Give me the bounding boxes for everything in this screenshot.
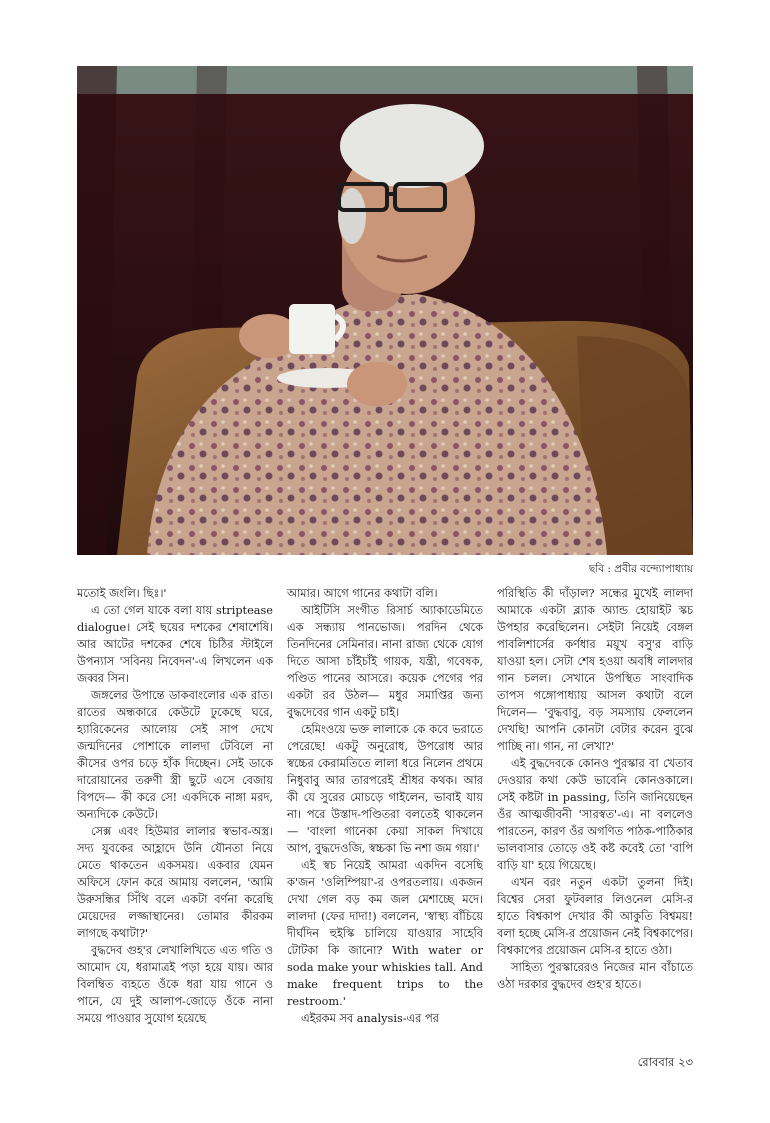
paragraph: জঙ্গলের উপান্তে ডাকবাংলোর এক রাত। রাতের অন্ধকারে কেউটে ঢুকেছে ঘরে, হ্যারিকেনের আলোয় সেই সাপ দেখে জন্মদিনের পোশাকে লালদা টেবিলে না কীসের ওপর চড়ে হাঁক দিচ্ছেন। সেই ডাকে দারোয়ানের তরুণী স্ত্রী ছুটে এসে বেজায় বিপদে— কী করে সে! একদিকে নাঙ্গা মরদ, অন্যদিকে কেউটে। — [77, 689, 273, 821]
paragraph: আইটিসি সংগীত রিসার্চ অ্যাকাডেমিতে এক সন্ধ্যায় পানভোজ। পরদিন থেকে তিনদিনের সেমিনার। নানা রাজ্য থেকে যোগ দিতে আসা চাঁইচাঁই গায়ক, যন্ত্রী, গবেষক, পণ্ডিত পানের আসরে। কয়েক পেগের পর একটা রব উঠল— মধুর সমাপ্তির জন্য বুদ্ধদেবের গান একটু চাই। — [287, 604, 483, 719]
paragraph: সেক্স এবং হিউমার লালার স্বভাব-অস্ত্র। সদ্য যুবকের আহ্লাদে উনি যৌনতা নিয়ে মেতে থাকতেন একসময়। একবার যেমন অফিসে ফোন করে আমায় বললেন, 'আমি উরুসন্ধির সিঁথি বলে একটা বর্ণনা করেছি মেয়েদের লজ্জাস্থানের। তোমার কীরকম লাগছে কথাটা?' — [77, 825, 273, 940]
stage-light-band — [77, 66, 693, 94]
teacup — [289, 304, 335, 354]
paragraph: এইরকম সব analysis-এর পর — [301, 1012, 439, 1025]
portrait-illustration — [77, 66, 693, 555]
page-footer: রোববার ২৩ — [637, 1055, 693, 1069]
paragraph: হেমিংওয়ে ভক্ত লালাকে কে কবে ভরাতে পেরেছে! একটু অনুরোধ, উপরোধ আর স্বচ্চের কেরামতিতে লালা ধরে নিলেন প্রথমে নিধুবাবু আর তারপরেই শ্রীধর কথক। আর কী যে সুরের মোচড়ে গাইলেন, ভাবাই যায় না। পরে উস্তাদ-পণ্ডিতরা বলতেই থাকলেন— 'বাংলা গানেকা কেয়া সাকল দিখায়ে আপ, বুদ্ধদেওজি, স্বচ্চকা ভি নশা জম গয়া।' — [287, 723, 483, 855]
paragraph: পরিস্থিতি কী দাঁড়াল? সন্ধের মুখেই লালদা আমাকে একটা ব্ল্যাক অ্যান্ড হোয়াইট স্কচ উপহার করেছিলেন। সেইটা নিয়েই বেঙ্গল পাবলিশার্সের কর্ণধার ময়ূখ বসু'র বাড়ি যাওয়া হল। সেটা শেষ হওয়া অবধি লালদার গান চলল। সেখানে উপস্থিত সাংবাদিক তাপস গঙ্গোপাধ্যায় আসল কথাটা বলে দিলেন— 'বুদ্ধবাবু, বড় সমস্যায় ফেললেন দেখছি! আপনি কোনটা বেটার করেন বুঝে পাচ্ছি না। গান, না লেখা?' — [497, 587, 693, 753]
paragraph: এ তো গেল যাকে বলা যায় striptease dialogue। সেই ছয়ের দশকের শেষাশেষি। আর আটের দশকের শেষে চিঠির স্টাইলে উপন্যাস 'সবিনয় নিবেদন'-এ লিখলেন এক জব্বর সিন। — [77, 604, 273, 685]
paragraph: এই বুদ্ধদেবকে কোনও পুরস্কার বা খেতাব দেওয়ার কথা কেউ ভাবেনি কোনওকালে। সেই কষ্টটা in passing, তিনি জানিয়েছেন ওঁর আত্মজীবনী 'সারস্বত'-এ। না বললেও পারতেন, কারণ ওঁর অগণিত পাঠক-পাঠিকার ভালবাসার তোড়ে ওই কষ্ট কবেই তো 'বাপি বাড়ি যা' হয়ে গিয়েছে। — [497, 757, 693, 872]
paragraph: এখন বরং নতুন একটা তুলনা দিই। বিশ্বের সেরা ফুটবলার লিওনেল মেসি-র হাতে বিশ্বকাপ দেখার কী আকুতি বিশ্বময়! বলা হচ্ছে মেসি-র প্রয়োজন নেই বিশ্বকাপের। বিশ্বকাপের প্রয়োজন মেসি-র হাতে ওঠা। — [497, 876, 693, 957]
paragraph: এই স্বচ নিয়েই আমরা একদিন বসেছি ক'জন 'ওলিম্পিয়া'-র ওপরতলায়। একজন দেখা গেল বড় কম জল মেশাচ্ছে মদে। লালদা (ফের দাদা!) বললেন, 'স্বাস্থ্য বাঁচিয়ে দীর্ঘদিন হুইস্কি চালিয়ে যাওয়ার সাহেবি টোটকা কি জানো? With water or soda make your whiskies tall. And make frequent trips to the restroom.' — [287, 859, 483, 1008]
hand-holding-saucer — [347, 362, 407, 406]
article-column-1 — [77, 585, 273, 1045]
photo-credit: ছবি : প্রবীর বন্দ্যোপাধ্যায় — [588, 563, 693, 575]
article-column-3 — [497, 585, 693, 1045]
paragraph: আমার। আগে গানের কথাটা বলি। — [287, 587, 438, 600]
portrait-photo — [77, 66, 693, 555]
paragraph: সাহিত্য পুরস্কারেরও নিজের মান বাঁচাতে ওঠা দরকার বুদ্ধদেব গুহ'র হাতে। — [497, 961, 693, 991]
paragraph: বুদ্ধদেব গুহ'র লেখালিখিতে এত গতি ও আমোদ যে, ধরামাত্রই পড়া হয়ে যায়। আর বিলম্বিত ব্যহতে ওঁকে ধরা যায় গানে ও পানে, যে দুই আলাপ-জোড়ে ওঁকে নানা সময়ে পাওয়ার সুযোগ হয়েছে — [77, 944, 273, 1025]
white-hair — [340, 104, 484, 188]
article-column-2 — [287, 585, 483, 1045]
paragraph: মতোই জংলি। ছিঃ।' — [77, 587, 167, 600]
